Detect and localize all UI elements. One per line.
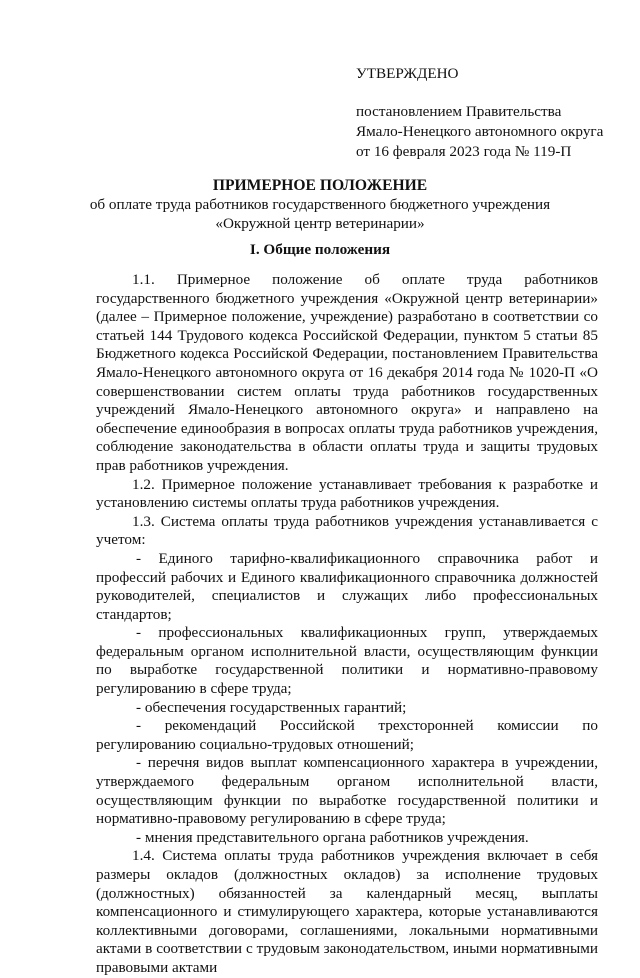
paragraph-1-2: 1.2. Примерное положение устанавливает требования к разработке и установлению системы оплаты труда работников учреждения. (96, 475, 598, 512)
document-title-sub: об оплате труда работников государственного бюджетного учреждения (89, 196, 551, 213)
approved-line: постановлением Правительства (356, 103, 562, 120)
document-title-sub: «Окружной центр ветеринарии» (215, 215, 425, 232)
section-heading: I. Общие положения (249, 241, 391, 258)
paragraph-1-1: 1.1. Примерное положение об оплате труда работников государственного бюджетного учреждения «Окружной центр ветеринарии» (далее – Примерное положение, учреждение) разработано в соответствии со статьей 144 Трудового кодекса Российской Федерации, пунктом 5 статьи 85 Бюджетного кодекса Российской Федерации, постановлением Правительства Ямало-Ненецкого автономного округа от 16 декабря 2014 года № 1020-П «О совершенствовании систем оплаты труда работников государственных учреждений Ямало-Ненецкого автономного округа» и направлено на обеспечение единообразия в вопросах оплаты труда работников учреждения, соблюдение законодательства в области оплаты труда и защиты трудовых прав работников учреждения. (96, 271, 598, 474)
document-body (96, 271, 598, 978)
paragraph-1-3: 1.3. Система оплаты труда работников учреждения устанавливается с учетом: (96, 512, 598, 549)
list-item: - Единого тарифно-квалификационного справочника работ и профессий рабочих и Единого квалификационного справочника должностей руководителей, специалистов и служащих либо профессиональных стандартов; (96, 549, 598, 623)
document-title-main: ПРИМЕРНОЕ ПОЛОЖЕНИЕ (212, 177, 428, 194)
approval-stamp-block (356, 64, 603, 162)
list-item: - обеспечения государственных гарантий; (136, 698, 407, 716)
list-item: - рекомендаций Российской трехсторонней комиссии по регулированию социально-трудовых отношений; (96, 717, 598, 753)
paragraph-1-4: 1.4. Система оплаты труда работников учреждения включает в себя размеры окладов (должностных окладов) за исполнение трудовых (должностных) обязанностей за календарный месяц, выплаты компенсационного и стимулирующего характера, которые устанавливаются коллективными договорами, соглашениями, локальными нормативными актами в соответствии с трудовым законодательством, иными нормативными правовыми актами (96, 847, 598, 976)
approved-line: Ямало-Ненецкого автономного округа (356, 123, 604, 140)
document-title (0, 176, 640, 233)
list-item: - перечня видов выплат компенсационного характера в учреждении, утверждаемого федеральным органом исполнительной власти, осуществляющим функции по выработке государственной политики и нормативно-правовому регулированию в сфере труда; (96, 754, 598, 828)
list-item: - мнения представительного органа работников учреждения. (136, 828, 529, 846)
approved-heading: УТВЕРЖДЕНО (356, 65, 459, 82)
list-item: - профессиональных квалификационных групп, утверждаемых федеральным органом исполнительной власти, осуществляющим функции по выработке государственной политики и нормативно-правовому регулированию в сфере труда; (96, 624, 598, 698)
approved-line: от 16 февраля 2023 года № 119-П (356, 143, 572, 160)
